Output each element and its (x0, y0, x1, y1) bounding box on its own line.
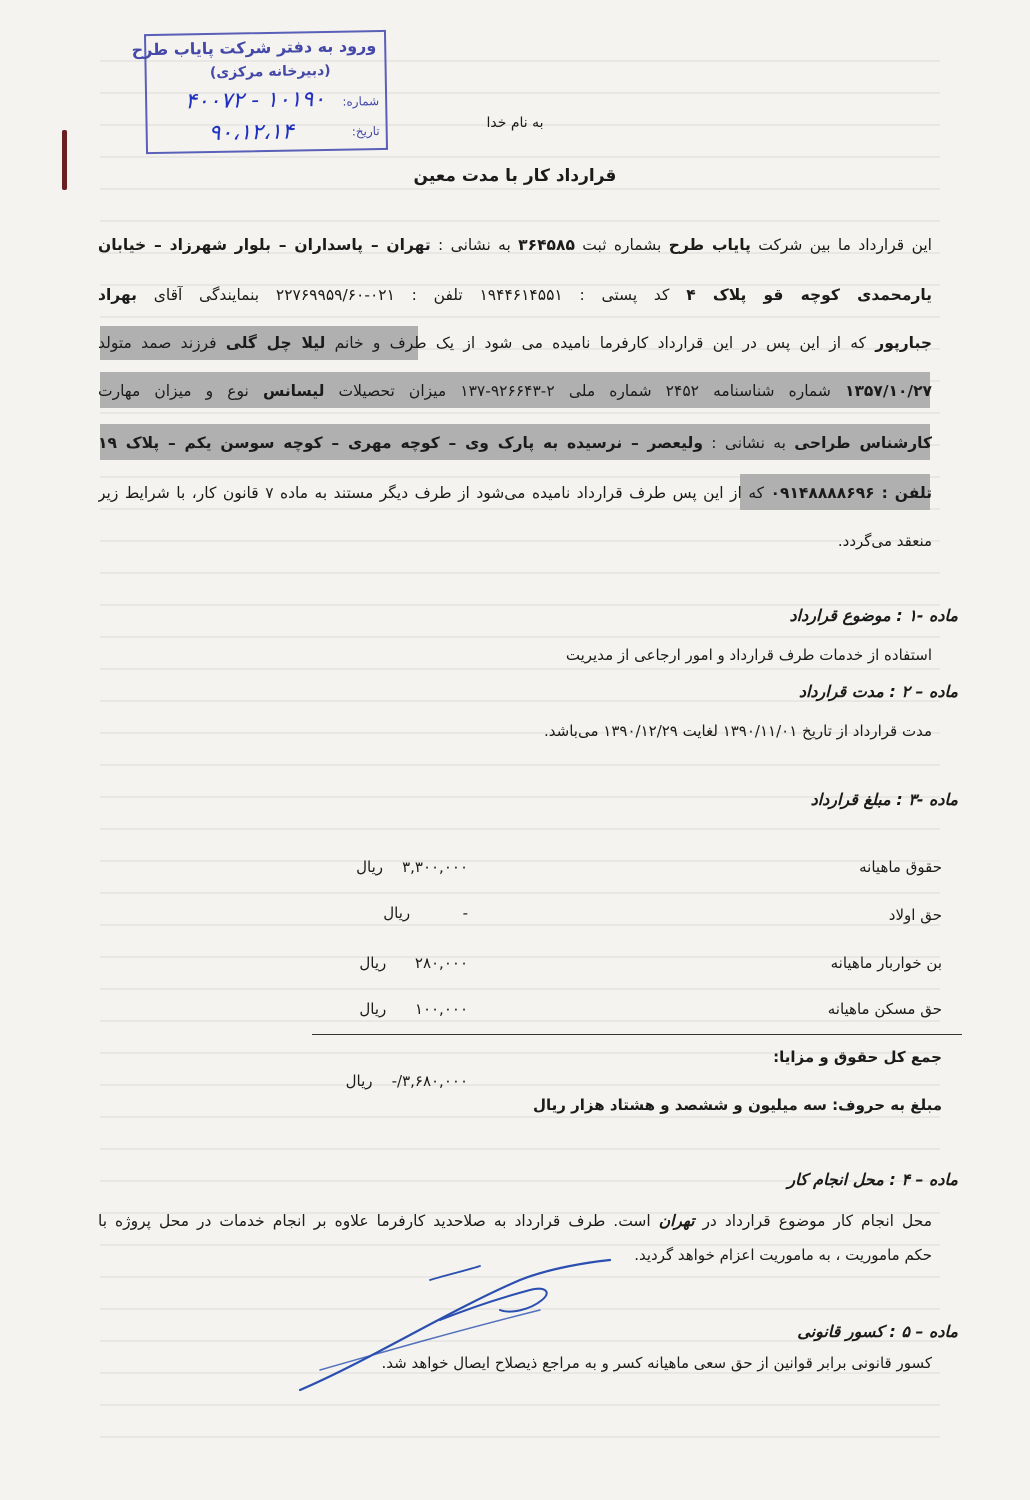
stamp-number-value: ۱۰۱۹۰ - ۴۰۰۷۲ (184, 86, 326, 115)
salary-row-amount: ۳,۳۰۰,۰۰۰ ریال (356, 858, 468, 876)
intro-line-7: منعقد می‌گردد. (837, 532, 932, 550)
basmala: به نام خدا (486, 115, 544, 131)
salary-row-amount: ۲۸۰,۰۰۰ ریال (359, 954, 468, 972)
article-5-body: کسور قانونی برابر قوانین از حق سعی ماهیانه کسر و به مراجع ذیصلاح ایصال خواهد شد. (381, 1354, 932, 1372)
handwritten-signature (290, 1240, 650, 1400)
intro-line-3: جبارپور که از این پس در این قرارداد کارفرما نامیده می شود از یک طرف و خانم لیلا چل گلی فرزند صمد متولد (98, 334, 932, 352)
salary-row-label: بن خواربار ماهیانه (830, 954, 942, 972)
total-label: جمع کل حقوق و مزایا: (773, 1048, 942, 1066)
stamp-secretariat-line: (دبیرخانه مرکزی) (209, 62, 331, 81)
article-2-title: ماده – ۲ : مدت قرارداد (798, 682, 958, 701)
intro-line-1: این قرارداد ما بین شرکت پایاب طرح بشماره ثبت ۳۶۴۵۸۵ به نشانی : تهران – پاسداران – بلوار شهرزاد – خیابان (98, 236, 932, 254)
total-divider (312, 1034, 962, 1035)
intro-line-4: ۱۳۵۷/۱۰/۲۷ شماره شناسنامه ۲۴۵۲ شماره ملی ۲-۹۲۶۶۴۳-۱۳۷ میزان تحصیلات لیسانس نوع و میزان مهارت (98, 382, 932, 400)
article-2-body: مدت قرارداد از تاریخ ۱۳۹۰/۱۱/۰۱ لغایت ۱۳۹۰/۱۲/۲۹ می‌باشد. (544, 722, 932, 740)
reception-stamp (131, 30, 388, 154)
salary-row-amount: ۱۰۰,۰۰۰ ریال (359, 1000, 468, 1018)
document-title: قرارداد کار با مدت معین (413, 166, 617, 186)
article-4-line-2: حکم ماموریت ، به ماموریت اعزام خواهد گردید. (634, 1246, 932, 1264)
article-1-body: استفاده از خدمات طرف قرارداد و امور ارجاعی از مدیریت (565, 646, 932, 664)
intro-line-5: کارشناس طراحی به نشانی : ولیعصر – نرسیده به پارک وی – کوچه مهری – کوچه سوسن یکم – پلاک ۱۹ (98, 434, 932, 452)
intro-line-6: تلفن : ۰۹۱۴۸۸۸۸۶۹۶ که از این پس طرف قرارداد نامیده می‌شود از طرف دیگر مستند به ماده ۷ قانون کار، با شرایط زیر (98, 484, 932, 502)
amount-in-words: مبلغ به حروف: سه میلیون و ششصد و هشتاد هزار ریال (533, 1096, 942, 1114)
total-amount: ۳,۶۸۰,۰۰۰/- ریال (345, 1072, 468, 1090)
salary-row-label: حق اولاد (888, 906, 942, 924)
article-1-title: ماده -۱ : موضوع قرارداد (789, 606, 958, 625)
stamp-company-line: ورود به دفتر شرکت پایاب طرح (131, 36, 377, 60)
stamp-number-label: شماره: (342, 94, 380, 109)
intro-line-2: یارمحمدی کوچه قو پلاک ۴ کد پستی : ۱۹۴۴۶۱۴۵۵۱ تلفن : ۰۲۱-۲۲۷۶۹۹۵۹/۶۰ بنمایندگی آقای بهراد (98, 286, 932, 304)
salary-row-label: حقوق ماهیانه (859, 858, 942, 876)
article-4-line-1: محل انجام کار موضوع قرارداد در تهران است. طرف قرارداد به صلاحدید کارفرما علاوه بر انجام خدمات در محل پروژه با (98, 1212, 932, 1230)
salary-row-amount: - ریال (383, 904, 468, 922)
stamp-date-value: ۹۰،۱۲،۱۴ (208, 119, 294, 147)
article-4-title: ماده – ۴ : محل انجام کار (787, 1170, 958, 1189)
stamp-date-label: تاریخ: (351, 124, 380, 139)
article-5-title: ماده – ۵ : کسور قانونی (797, 1322, 958, 1341)
salary-row-label: حق مسکن ماهیانه (827, 1000, 942, 1018)
bleed-through-texture (100, 60, 940, 1440)
margin-marker (62, 130, 67, 190)
article-3-title: ماده -۳ : مبلغ قرارداد (810, 790, 958, 809)
